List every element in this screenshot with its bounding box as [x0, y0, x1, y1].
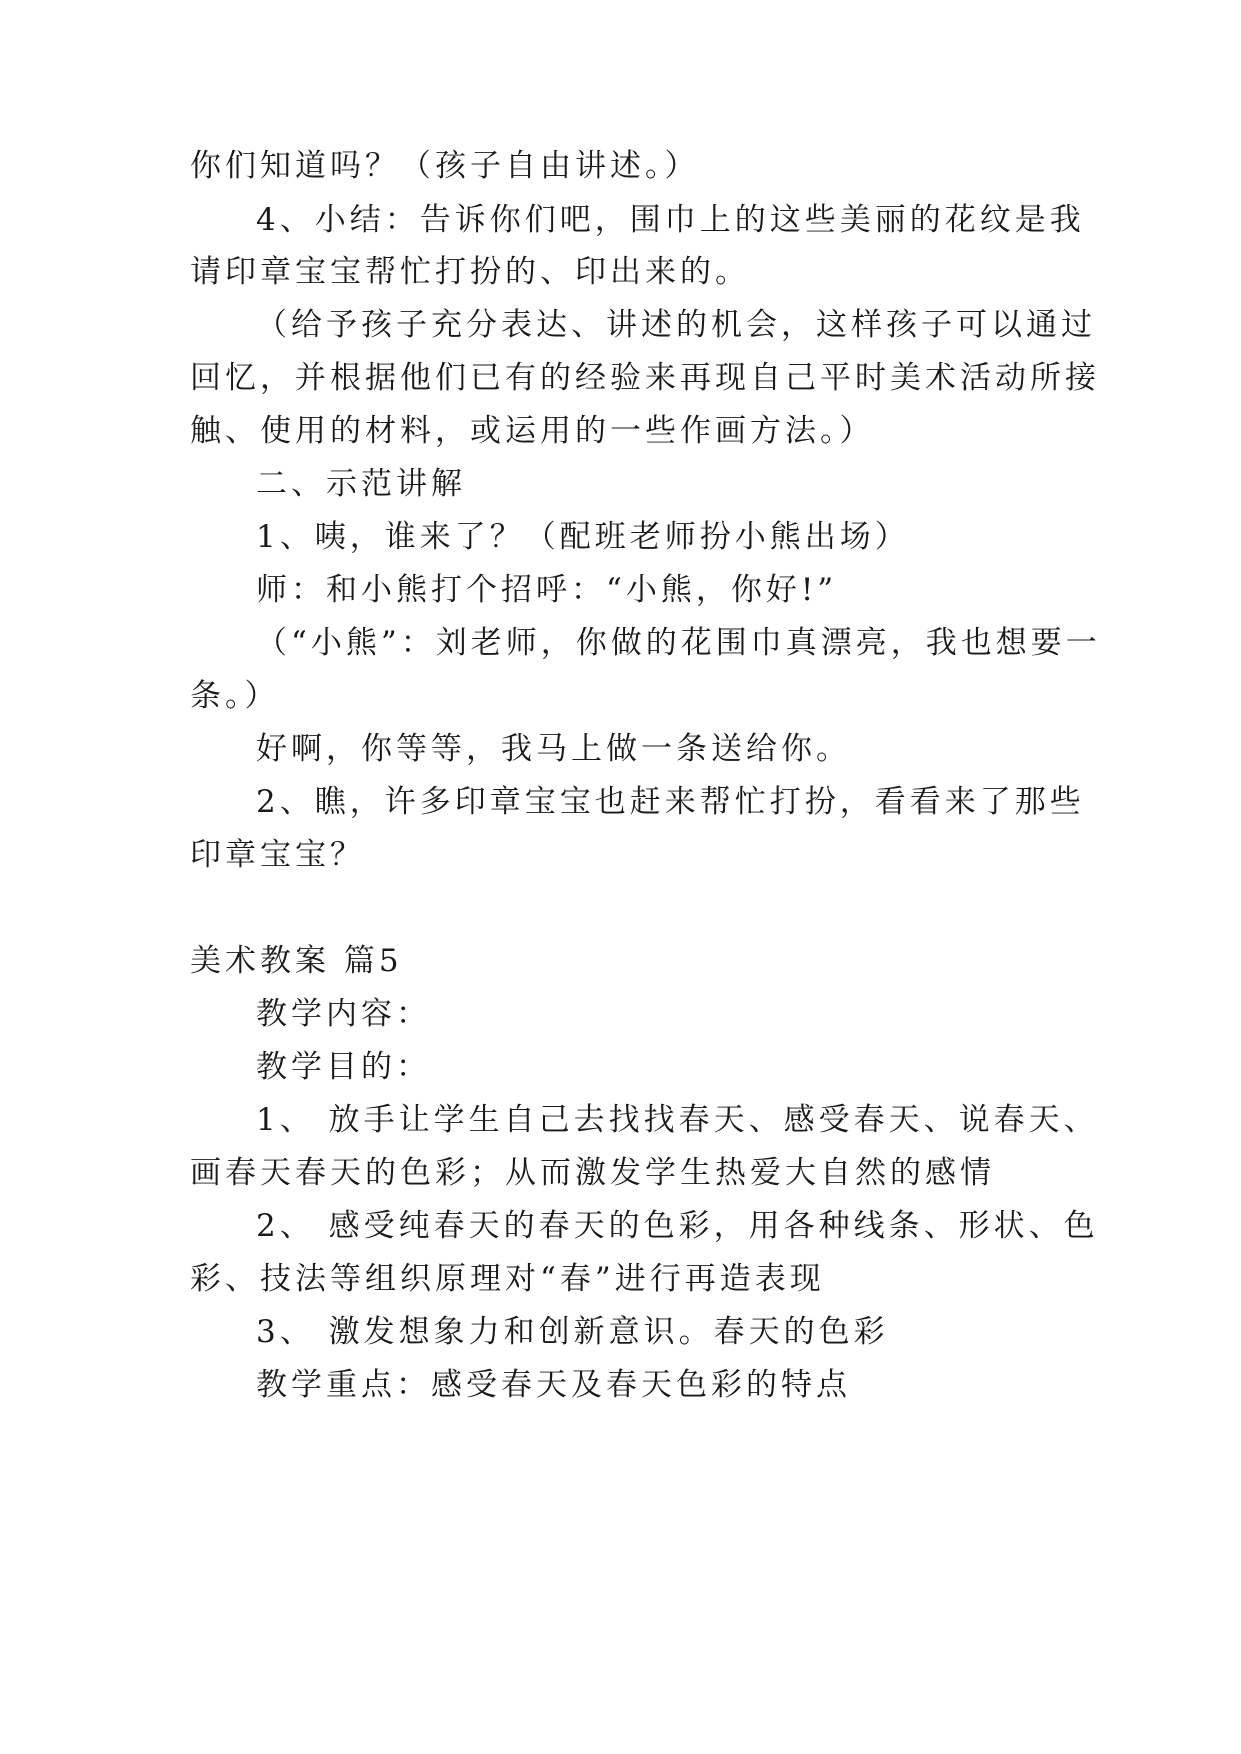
paragraph-line: 教学内容：: [256, 996, 431, 1032]
paragraph-line: 3、 激发想象力和创新意识。春天的色彩: [256, 1314, 889, 1350]
paragraph-line: 1、咦，谁来了？（配班老师扮小熊出场）: [256, 519, 910, 555]
paragraph-line: 你们知道吗？（孩子自由讲述。）: [190, 148, 700, 184]
paragraph-line: 2、 感受纯春天的春天的色彩，用各种线条、形状、色: [256, 1208, 1099, 1244]
paragraph-line: 请印章宝宝帮忙打扮的、印出来的。: [190, 254, 750, 290]
paragraph-line: 触、使用的材料，或运用的一些作画方法。）: [190, 413, 875, 449]
paragraph-line: 1、 放手让学生自己去找找春天、感受春天、说春天、: [256, 1102, 1099, 1138]
paragraph-line: 教学目的：: [256, 1049, 431, 1085]
paragraph-line: （“小熊”：刘老师，你做的花围巾真漂亮，我也想要一: [256, 625, 1101, 661]
paragraph-line: 回忆，并根据他们已有的经验来再现自己平时美术活动所接: [190, 360, 1100, 396]
paragraph-line: 4、小结：告诉你们吧，围巾上的这些美丽的花纹是我: [256, 202, 1085, 238]
section-heading: 二、示范讲解: [256, 466, 466, 502]
paragraph-line: 2、瞧，许多印章宝宝也赶来帮忙打扮，看看来了那些: [256, 784, 1085, 820]
paragraph-line: （给予孩子充分表达、讲述的机会，这样孩子可以通过: [256, 307, 1096, 343]
paragraph-line: 好啊，你等等，我马上做一条送给你。: [256, 731, 851, 767]
paragraph-line: 印章宝宝？: [190, 837, 365, 873]
paragraph-line: 条。）: [190, 678, 280, 714]
paragraph-line: 师：和小熊打个招呼：“小熊，你好!”: [256, 572, 838, 608]
document-title: 美术教案 篇5: [190, 943, 403, 979]
paragraph-line: 彩、技法等组织原理对“春”进行再造表现: [190, 1261, 825, 1297]
paragraph-line: 教学重点：感受春天及春天色彩的特点: [256, 1367, 851, 1403]
paragraph-line: 画春天春天的色彩；从而激发学生热爱大自然的感情: [190, 1155, 995, 1191]
